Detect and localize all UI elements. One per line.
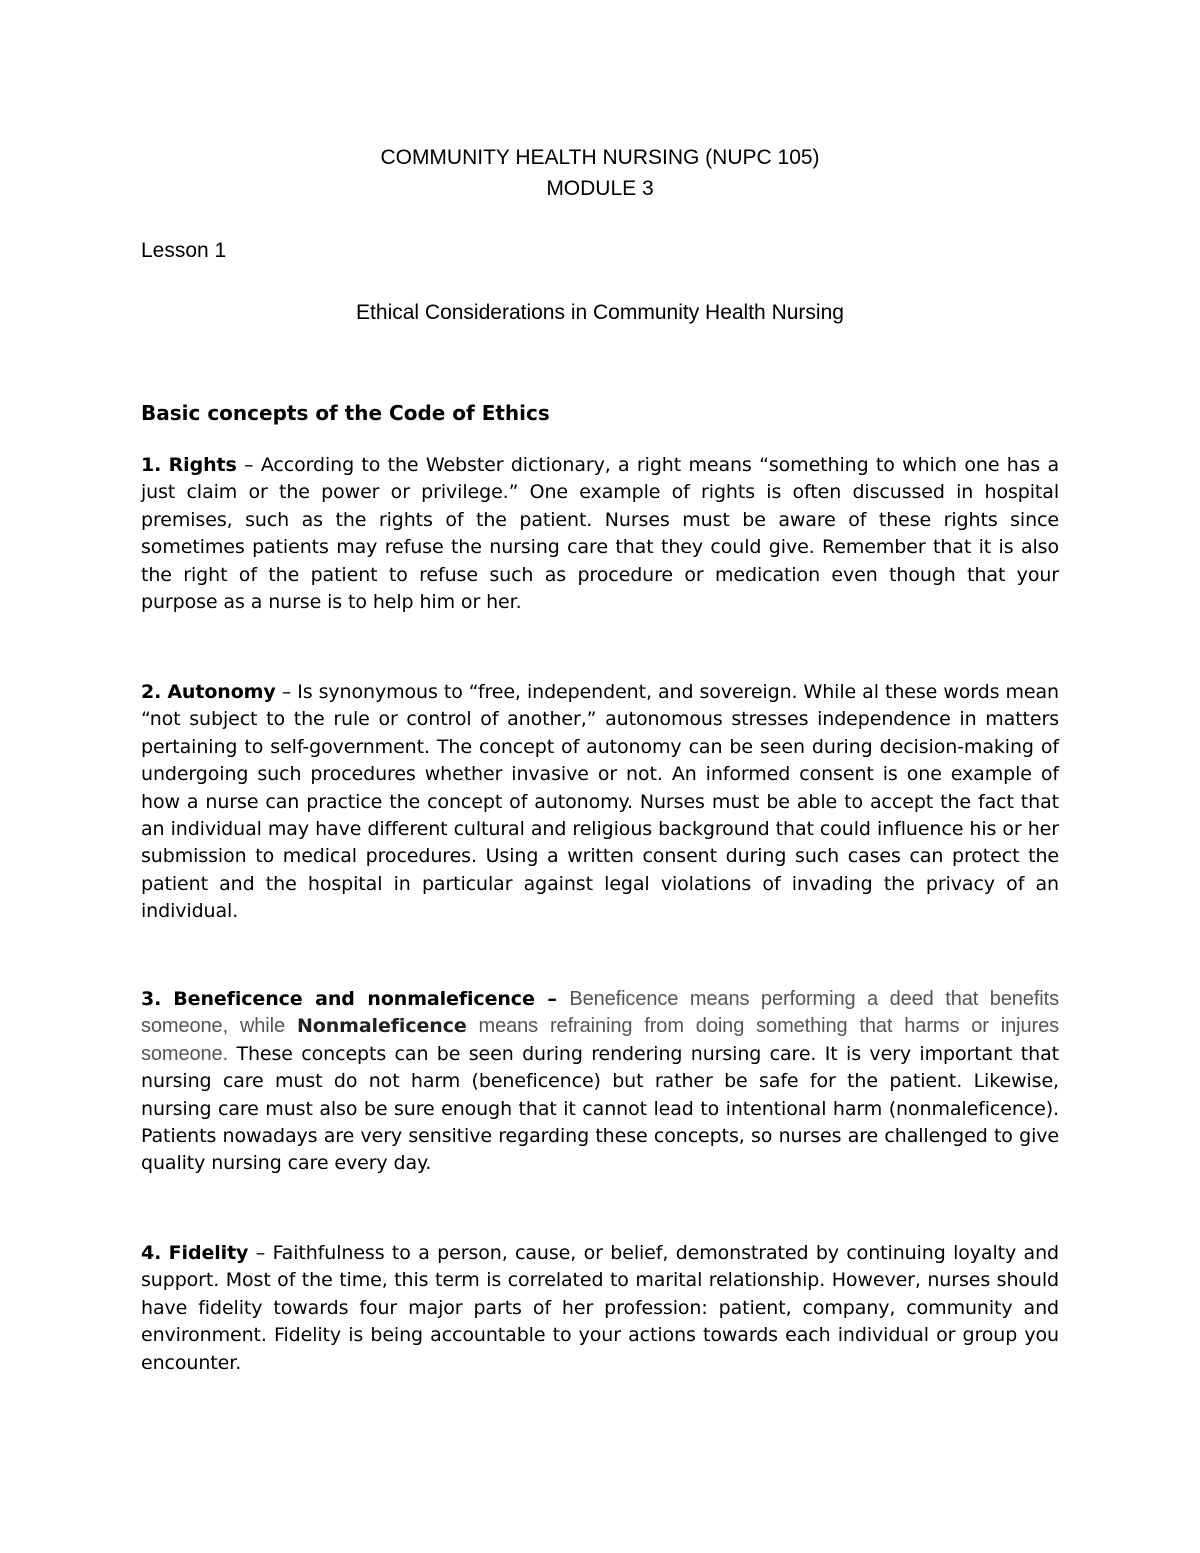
item-separator: –: [534, 988, 570, 1010]
item-number: 2.: [141, 681, 162, 703]
item-number: 3.: [141, 988, 162, 1010]
item-term: Autonomy: [167, 681, 276, 703]
ethics-item-beneficence: [141, 986, 1059, 1178]
definition-text-beneficence: means performing a deed that benefits someone, while: [141, 988, 1059, 1038]
definition-term-nonmaleficence: Nonmaleficence: [296, 1015, 467, 1038]
module-title: MODULE 3: [546, 177, 654, 200]
item-text: Is synonymous to “free, independent, and sovereign. While al these words mean “not subject to the rule or control of another,” autonomous stresses independence in matters pertaining to self-government. The concept of autonomy can be seen during decision-making of undergoing such procedures whether invasive or not. An informed consent is one example of how a nurse can practice the concept of autonomy. Nurses must be able to accept the fact that an individual may have different cultural and religious background that could influence his or her submission to medical procedures. Using a written consent during such cases can protect the patient and the hospital in particular against legal violations of invading the privacy of an individual.: [141, 681, 1059, 923]
lesson-label: Lesson 1: [141, 239, 227, 262]
ethics-item-autonomy: [141, 679, 1059, 926]
item-term: Fidelity: [168, 1242, 249, 1264]
course-title: COMMUNITY HEALTH NURSING (NUPC 105): [380, 146, 820, 169]
definition-text-nonmaleficence: means refraining from doing something that harms or injures someone.: [141, 1015, 1059, 1065]
item-text: Faithfulness to a person, cause, or belief, demonstrated by continuing loyalty and support. Most of the time, this term is correlated to marital relationship. However, nurses should have fidelity towards four major parts of her profession: patient, company, community and environment. Fidelity is being accountable to your actions towards each individual or group you encounter.: [141, 1242, 1059, 1374]
item-separator: –: [236, 454, 261, 476]
item-term: Rights: [168, 454, 237, 476]
item-separator: –: [275, 681, 298, 703]
item-separator: –: [248, 1242, 273, 1264]
item-term: Beneficence and nonmaleficence: [173, 988, 535, 1010]
item-number: 4.: [141, 1242, 162, 1264]
ethics-item-fidelity: [141, 1240, 1059, 1377]
ethics-item-rights: [141, 452, 1059, 616]
item-text: According to the Webster dictionary, a right means “something to which one has a just claim or the power or privilege.” One example of rights is often discussed in hospital premises, such as the rights of the patient. Nurses must be aware of these rights since sometimes patients may refuse the nursing care that they could give. Remember that it is also the right of the patient to refuse such as procedure or medication even though that your purpose as a nurse is to help him or her.: [141, 454, 1059, 614]
item-number: 1.: [141, 454, 162, 476]
section-heading: Basic concepts of the Code of Ethics: [141, 401, 550, 425]
item-text: These concepts can be seen during rendering nursing care. It is very important that nursing care must do not harm (beneficence) but rather be safe for the patient. Likewise, nursing care must also be sure enough that it cannot lead to intentional harm (nonmaleficence). Patients nowadays are very sensitive regarding these concepts, so nurses are challenged to give quality nursing care every day.: [141, 1042, 1059, 1175]
definition-term-beneficence: Beneficence: [569, 988, 679, 1010]
lesson-title: Ethical Considerations in Community Health Nursing: [356, 301, 844, 324]
